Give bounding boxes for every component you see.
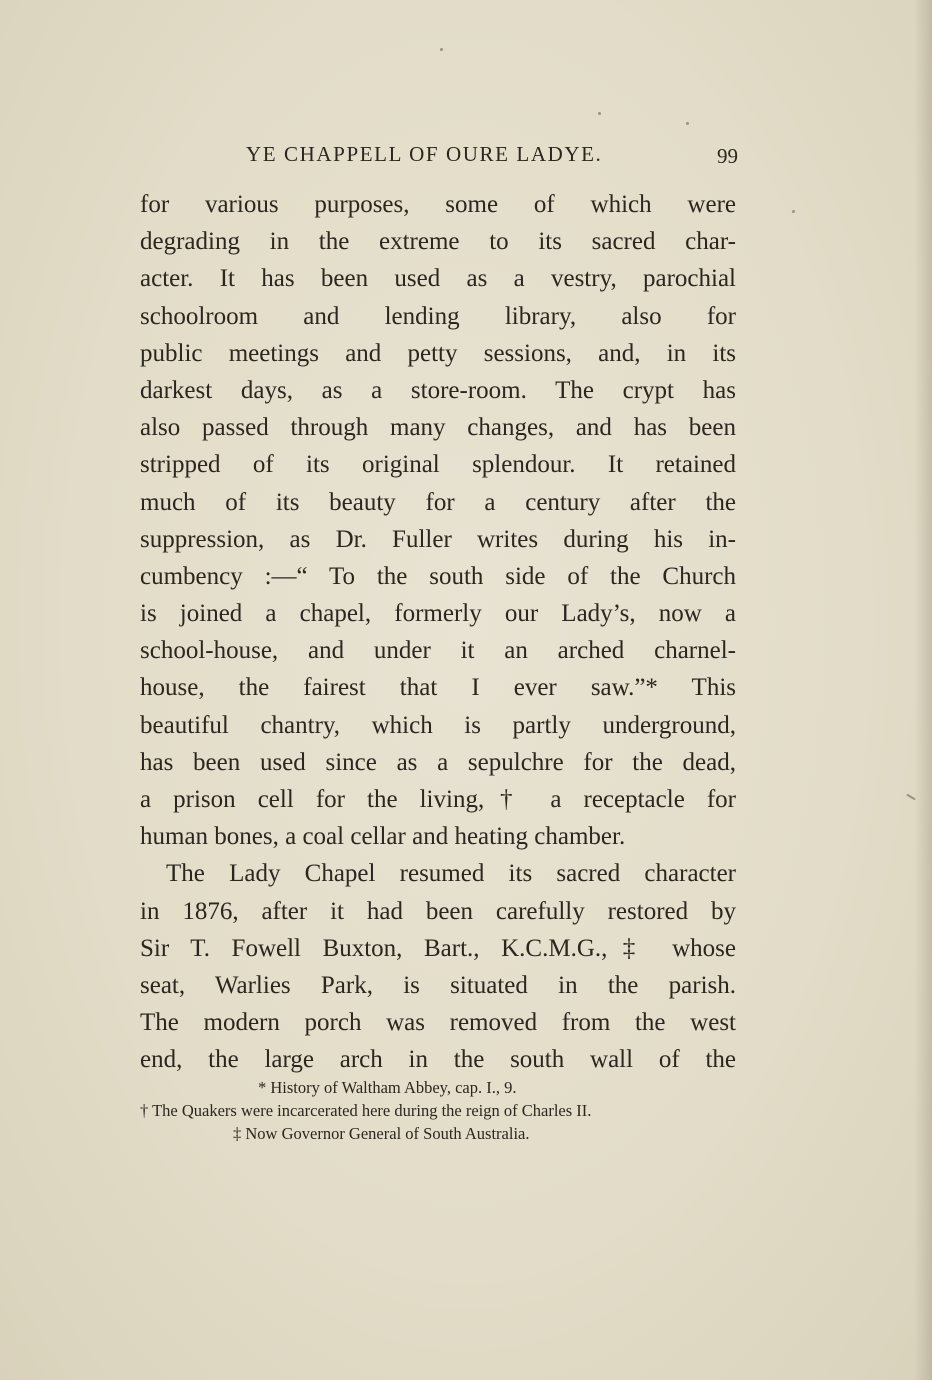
- paper-speck: [440, 48, 443, 51]
- paper-speck: [686, 122, 689, 125]
- text-line: also passed through many changes, and has been: [140, 414, 736, 442]
- text-line: cumbency :—“ To the south side of the Church: [140, 562, 736, 590]
- footnotes: [140, 1076, 740, 1145]
- text-line: acter. It has been used as a vestry, parochial: [140, 265, 736, 293]
- text-line: Sir T. Fowell Buxton, Bart., K.C.M.G.,‡ whose: [140, 934, 736, 962]
- text-line: for various purposes, some of which were: [140, 191, 736, 218]
- page-number: 99: [717, 144, 738, 168]
- running-title: YE CHAPPELL OF OURE LADYE.: [246, 142, 603, 166]
- footnote: * History of Waltham Abbey, cap. I., 9.: [258, 1078, 517, 1097]
- text-line: stripped of its original splendour. It retained: [140, 451, 736, 479]
- text-line: The modern porch was removed from the west: [140, 1009, 736, 1037]
- footnote: ‡ Now Governor General of South Australia.: [233, 1124, 530, 1143]
- text-line: house, the fairest that I ever saw.”* This: [140, 674, 736, 702]
- text-line: school-house, and under it an arched charnel-: [140, 637, 736, 665]
- footnote: † The Quakers were incarcerated here during the reign of Charles II.: [140, 1101, 592, 1120]
- paper-speck: [792, 210, 795, 213]
- text-line: has been used since as a sepulchre for the dead,: [140, 748, 736, 776]
- text-line: much of its beauty for a century after the: [140, 488, 736, 516]
- page-edge-shadow: [914, 0, 932, 1380]
- text-line: beautiful chantry, which is partly underground,: [140, 711, 736, 739]
- text-line: darkest days, as a store-room. The crypt has: [140, 376, 736, 404]
- text-line: schoolroom and lending library, also for: [140, 302, 736, 330]
- text-line: in 1876, after it had been carefully restored by: [140, 897, 736, 925]
- text-line: human bones, a coal cellar and heating chamber.: [140, 823, 626, 851]
- text-line: a prison cell for the living,† a receptacle for: [140, 786, 736, 813]
- text-line: seat, Warlies Park, is situated in the parish.: [140, 971, 736, 999]
- text-line: degrading in the extreme to its sacred char-: [140, 228, 736, 256]
- text-line: end, the large arch in the south wall of the: [140, 1046, 736, 1074]
- paragraph-first-line: The Lady Chapel resumed its sacred character: [166, 860, 736, 888]
- body-text: [140, 186, 736, 1079]
- text-line: suppression, as Dr. Fuller writes during his in-: [140, 525, 736, 553]
- text-line: public meetings and petty sessions, and, in its: [140, 339, 736, 367]
- text-line: is joined a chapel, formerly our Lady’s, now a: [140, 600, 736, 628]
- paper-speck: [598, 112, 601, 115]
- page-header: [140, 142, 740, 172]
